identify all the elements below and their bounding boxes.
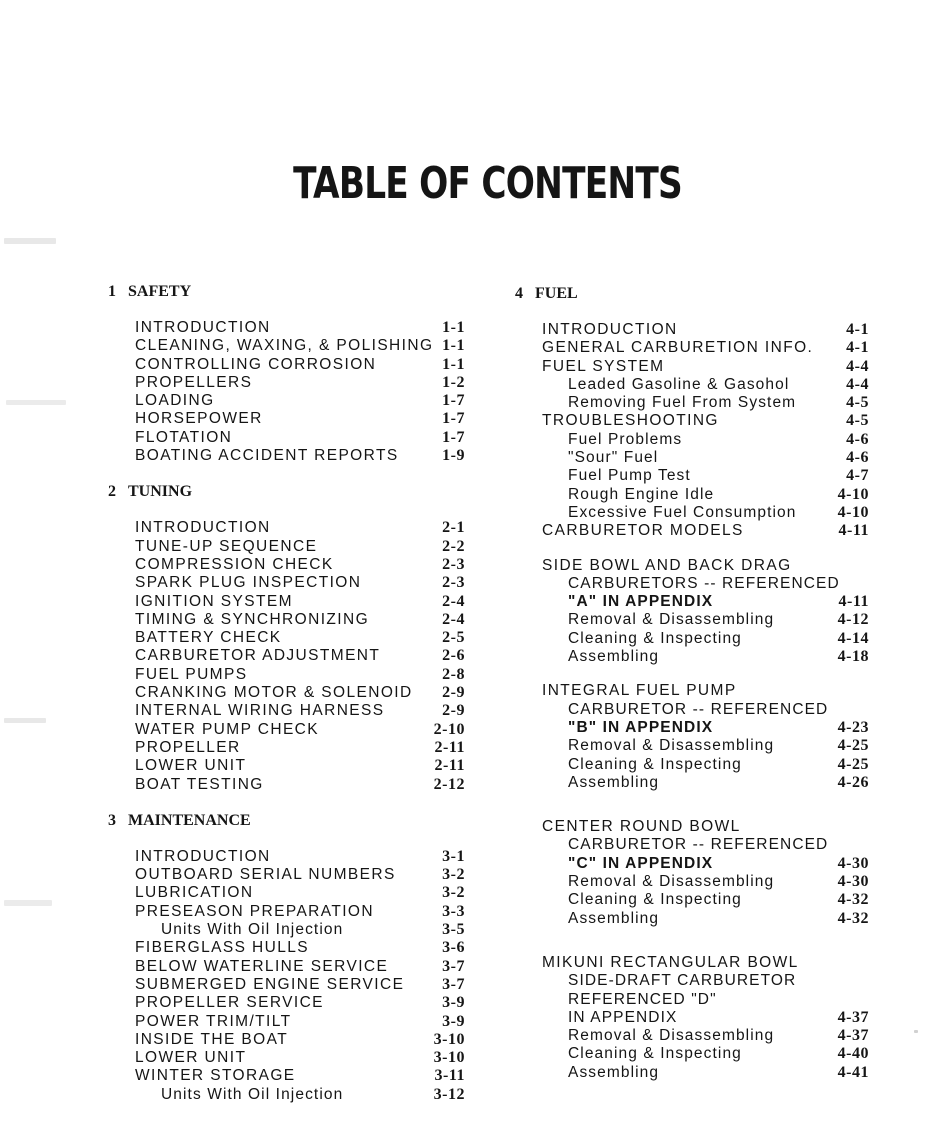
entry-page-number: 4-1 xyxy=(846,339,869,357)
toc-entry[interactable] xyxy=(515,910,875,928)
entry-page-number: 1-7 xyxy=(442,428,465,446)
toc-entry[interactable] xyxy=(108,611,468,629)
toc-entry[interactable] xyxy=(108,629,468,647)
toc-entry[interactable] xyxy=(515,836,875,854)
entry-page-number: 1-1 xyxy=(442,337,465,355)
toc-entry[interactable] xyxy=(108,939,468,957)
entry-page-number: 2-3 xyxy=(442,574,465,592)
toc-entry[interactable] xyxy=(108,866,468,884)
entry-title: INTRODUCTION xyxy=(135,519,271,537)
entry-page-number: 4-25 xyxy=(837,755,869,773)
section-name: MAINTENANCE xyxy=(128,811,251,829)
toc-entry[interactable] xyxy=(108,958,468,976)
entry-page-number: 4-18 xyxy=(837,648,869,666)
entry-page-number: 3-1 xyxy=(442,847,465,865)
toc-entry[interactable] xyxy=(108,538,468,556)
entry-page-number: 3-12 xyxy=(433,1085,465,1103)
entry-page-number: 1-2 xyxy=(442,373,465,391)
entry-title: Units With Oil Injection xyxy=(161,921,344,939)
toc-entry[interactable] xyxy=(108,903,468,921)
toc-entry[interactable] xyxy=(108,921,468,939)
toc-entry[interactable] xyxy=(515,593,875,611)
entry-page-number: 3-2 xyxy=(442,884,465,902)
entry-page-number: 4-32 xyxy=(837,909,869,927)
entry-page-number: 4-10 xyxy=(837,485,869,503)
toc-entry[interactable] xyxy=(515,358,875,376)
toc-entry[interactable] xyxy=(108,447,468,465)
entry-title: Rough Engine Idle xyxy=(568,485,715,503)
toc-entry[interactable] xyxy=(108,593,468,611)
entry-title: CONTROLLING CORROSION xyxy=(135,355,377,373)
entry-page-number: 4-10 xyxy=(837,503,869,521)
toc-entry[interactable] xyxy=(515,611,875,629)
section-heading[interactable] xyxy=(515,285,875,303)
entry-title: Units With Oil Injection xyxy=(161,1085,344,1103)
entry-page-number: 4-30 xyxy=(837,854,869,872)
entry-page-number: 1-1 xyxy=(442,355,465,373)
entry-title: LOADING xyxy=(135,392,215,410)
toc-entry[interactable] xyxy=(515,873,875,891)
entry-title: CLEANING, WAXING, & POLISHING xyxy=(135,337,434,355)
toc-entry[interactable] xyxy=(515,522,875,540)
entry-title: TUNE-UP SEQUENCE xyxy=(135,537,318,555)
entry-page-number: 1-9 xyxy=(442,447,465,465)
entry-title: POWER TRIM/TILT xyxy=(135,1012,292,1030)
toc-entry[interactable] xyxy=(108,1067,468,1085)
entry-title: Removing Fuel From System xyxy=(568,394,797,412)
toc-entry[interactable] xyxy=(515,557,875,575)
entry-title: INTRODUCTION xyxy=(542,321,678,338)
entry-title: PROPELLERS xyxy=(135,373,253,391)
section-name: TUNING xyxy=(128,483,193,501)
toc-entry[interactable] xyxy=(515,756,875,774)
entry-title: LUBRICATION xyxy=(135,884,254,902)
toc-entry[interactable] xyxy=(515,682,875,700)
toc-entry[interactable] xyxy=(108,994,468,1012)
entry-title: "A" IN APPENDIX xyxy=(568,593,714,611)
entry-title: SPARK PLUG INSPECTION xyxy=(135,574,362,592)
entry-page-number: 3-7 xyxy=(442,957,465,975)
entry-page-number: 3-6 xyxy=(442,939,465,957)
toc-entry[interactable] xyxy=(108,684,468,702)
entry-page-number: 1-7 xyxy=(442,410,465,428)
entry-page-number: 2-9 xyxy=(442,702,465,720)
entry-title: Assembling xyxy=(568,909,660,927)
toc-entry[interactable] xyxy=(108,776,468,794)
toc-entry[interactable] xyxy=(108,647,468,665)
toc-entry[interactable] xyxy=(108,1086,468,1104)
toc-entry[interactable] xyxy=(108,556,468,574)
toc-entry[interactable] xyxy=(515,991,875,1009)
entry-title: WATER PUMP CHECK xyxy=(135,720,320,738)
entry-title: FLOTATION xyxy=(135,428,233,446)
entry-page-number: 3-7 xyxy=(442,975,465,993)
toc-entry[interactable] xyxy=(108,884,468,902)
toc-entry[interactable] xyxy=(108,976,468,994)
entry-title: IN APPENDIX xyxy=(568,1008,678,1026)
fuel-block-4 xyxy=(515,818,875,928)
entry-title: CARBURETOR -- REFERENCED xyxy=(568,700,829,718)
toc-entry[interactable] xyxy=(108,429,468,447)
entry-title: Cleaning & Inspecting xyxy=(568,629,742,647)
entry-page-number: 2-3 xyxy=(442,555,465,573)
toc-entry[interactable] xyxy=(108,574,468,592)
entry-title: Fuel Problems xyxy=(568,430,683,448)
entry-page-number: 2-10 xyxy=(433,720,465,738)
entry-title: GENERAL CARBURETION INFO. xyxy=(542,339,814,357)
toc-section-maintenance xyxy=(108,812,468,1104)
entry-page-number: 4-23 xyxy=(837,718,869,736)
toc-entry[interactable] xyxy=(515,1027,875,1045)
fuel-block-1 xyxy=(515,321,875,541)
entry-page-number: 1-7 xyxy=(442,392,465,410)
entry-page-number: 1-1 xyxy=(442,319,465,336)
toc-entry[interactable] xyxy=(515,855,875,873)
entry-title: TROUBLESHOOTING xyxy=(542,412,719,430)
fuel-block-2 xyxy=(515,557,875,667)
entry-title: "C" IN APPENDIX xyxy=(568,854,714,872)
entry-title: Removal & Disassembling xyxy=(568,737,775,755)
entry-title: Cleaning & Inspecting xyxy=(568,1045,742,1063)
section-name: SAFETY xyxy=(128,283,192,300)
toc-entry[interactable] xyxy=(515,449,875,467)
toc-entry[interactable] xyxy=(108,356,468,374)
entry-title: SIDE-DRAFT CARBURETOR xyxy=(568,972,797,990)
entry-page-number: 3-5 xyxy=(442,921,465,939)
entry-page-number: 4-7 xyxy=(846,467,869,485)
entry-title: CARBURETOR MODELS xyxy=(542,522,744,540)
entry-title: SIDE BOWL AND BACK DRAG xyxy=(542,556,792,574)
entry-title: CARBURETORS -- REFERENCED xyxy=(568,574,840,592)
entry-page-number: 4-4 xyxy=(846,357,869,375)
toc-left-column xyxy=(108,283,468,1104)
entry-title: Assembling xyxy=(568,773,660,791)
toc-entry[interactable] xyxy=(515,575,875,593)
entry-page-number: 4-14 xyxy=(837,629,869,647)
section-number: 2 xyxy=(108,483,116,501)
toc-entry[interactable] xyxy=(515,394,875,412)
section-number: 4 xyxy=(515,285,523,302)
entry-title: CENTER ROUND BOWL xyxy=(542,818,741,836)
fuel-block-3 xyxy=(515,682,875,792)
toc-entry[interactable] xyxy=(108,1049,468,1067)
entry-title: Cleaning & Inspecting xyxy=(568,891,742,909)
toc-entry[interactable] xyxy=(515,954,875,972)
entry-page-number: 2-1 xyxy=(442,519,465,537)
entry-title: LOWER UNIT xyxy=(135,1049,247,1067)
entry-title: INTERNAL WIRING HARNESS xyxy=(135,702,385,720)
toc-entry[interactable] xyxy=(515,630,875,648)
toc-entry[interactable] xyxy=(515,774,875,792)
entry-page-number: 4-12 xyxy=(837,611,869,629)
fuel-block-5 xyxy=(515,954,875,1082)
entry-page-number: 4-32 xyxy=(837,891,869,909)
toc-entry[interactable] xyxy=(108,410,468,428)
entry-title: Cleaning & Inspecting xyxy=(568,755,742,773)
toc-entry[interactable] xyxy=(515,467,875,485)
toc-entry[interactable] xyxy=(515,486,875,504)
toc-entry[interactable] xyxy=(515,339,875,357)
toc-entry[interactable] xyxy=(108,702,468,720)
entry-page-number: 2-4 xyxy=(442,610,465,628)
entry-title: INTEGRAL FUEL PUMP xyxy=(542,682,737,700)
entry-page-number: 4-6 xyxy=(846,449,869,467)
entry-page-number: 2-11 xyxy=(434,738,465,756)
entry-page-number: 2-6 xyxy=(442,647,465,665)
entry-title: HORSEPOWER xyxy=(135,410,263,428)
entry-title: Removal & Disassembling xyxy=(568,1027,775,1045)
section-number: 3 xyxy=(108,811,116,829)
toc-entry[interactable] xyxy=(108,1031,468,1049)
entry-title: MIKUNI RECTANGULAR BOWL xyxy=(542,953,799,971)
entry-title: BELOW WATERLINE SERVICE xyxy=(135,957,389,975)
entry-title: IGNITION SYSTEM xyxy=(135,592,293,610)
toc-entry[interactable] xyxy=(108,519,468,537)
toc-section-fuel xyxy=(515,285,875,1082)
entry-page-number: 3-2 xyxy=(442,866,465,884)
toc-entry[interactable] xyxy=(515,504,875,522)
entry-page-number: 4-37 xyxy=(837,1027,869,1045)
entry-title: "B" IN APPENDIX xyxy=(568,718,714,736)
entry-page-number: 3-10 xyxy=(433,1030,465,1048)
entry-page-number: 3-11 xyxy=(434,1067,465,1085)
toc-entry[interactable] xyxy=(515,737,875,755)
toc-entry[interactable] xyxy=(515,321,875,339)
entry-title: INTRODUCTION xyxy=(135,847,271,865)
entry-title: TIMING & SYNCHRONIZING xyxy=(135,610,370,628)
toc-entry[interactable] xyxy=(108,374,468,392)
entry-page-number: 2-9 xyxy=(442,684,465,702)
section-heading[interactable] xyxy=(108,283,468,301)
entry-title: Leaded Gasoline & Gasohol xyxy=(568,375,790,393)
entry-page-number: 4-26 xyxy=(837,773,869,791)
entry-title: Removal & Disassembling xyxy=(568,873,775,891)
entry-title: Excessive Fuel Consumption xyxy=(568,503,797,521)
toc-section-tuning xyxy=(108,483,468,793)
toc-entry[interactable] xyxy=(515,431,875,449)
toc-entry[interactable] xyxy=(108,848,468,866)
toc-entry[interactable] xyxy=(108,739,468,757)
toc-section-safety xyxy=(108,283,468,465)
section-heading[interactable] xyxy=(108,483,468,501)
entry-page-number: 2-12 xyxy=(433,775,465,793)
entry-page-number: 2-11 xyxy=(434,757,465,775)
entry-page-number: 4-41 xyxy=(837,1063,869,1081)
entry-title: SUBMERGED ENGINE SERVICE xyxy=(135,975,405,993)
toc-entry[interactable] xyxy=(108,337,468,355)
entry-title: PROPELLER xyxy=(135,738,241,756)
toc-entry[interactable] xyxy=(515,1009,875,1027)
section-heading[interactable] xyxy=(108,812,468,830)
toc-entry[interactable] xyxy=(515,412,875,430)
entry-title: PROPELLER SERVICE xyxy=(135,994,324,1012)
entry-title: Removal & Disassembling xyxy=(568,611,775,629)
entry-page-number: 4-37 xyxy=(837,1008,869,1026)
section-number: 1 xyxy=(108,283,116,300)
toc-entry[interactable] xyxy=(515,376,875,394)
entry-page-number: 4-5 xyxy=(846,394,869,412)
entry-page-number: 3-10 xyxy=(433,1049,465,1067)
toc-entry[interactable] xyxy=(515,648,875,666)
entry-page-number: 2-5 xyxy=(442,629,465,647)
entry-page-number: 4-25 xyxy=(837,737,869,755)
entry-page-number: 4-6 xyxy=(846,430,869,448)
entry-page-number: 4-4 xyxy=(846,375,869,393)
toc-entry[interactable] xyxy=(515,1064,875,1082)
toc-entry[interactable] xyxy=(108,1013,468,1031)
entry-page-number: 4-5 xyxy=(846,412,869,430)
entry-title: BATTERY CHECK xyxy=(135,629,282,647)
entry-title: CRANKING MOTOR & SOLENOID xyxy=(135,684,413,702)
toc-right-column xyxy=(515,285,875,1082)
entry-title: CARBURETOR -- REFERENCED xyxy=(568,836,829,854)
entry-page-number: 4-40 xyxy=(837,1045,869,1063)
entry-title: FIBERGLASS HULLS xyxy=(135,939,310,957)
toc-entry[interactable] xyxy=(515,972,875,990)
entry-title: FUEL PUMPS xyxy=(135,665,248,683)
toc-entry[interactable] xyxy=(515,701,875,719)
entry-title: WINTER STORAGE xyxy=(135,1067,296,1085)
entry-title: BOATING ACCIDENT REPORTS xyxy=(135,447,399,465)
toc-entry[interactable] xyxy=(108,392,468,410)
entry-page-number: 4-30 xyxy=(837,873,869,891)
page-title: TABLE OF CONTENTS xyxy=(293,158,682,209)
entry-title: Assembling xyxy=(568,648,660,666)
toc-entry[interactable] xyxy=(108,319,468,337)
toc-entry[interactable] xyxy=(515,818,875,836)
entry-title: COMPRESSION CHECK xyxy=(135,555,334,573)
entry-title: PRESEASON PREPARATION xyxy=(135,902,374,920)
entry-page-number: 2-4 xyxy=(442,592,465,610)
toc-entry[interactable] xyxy=(108,721,468,739)
entry-title: OUTBOARD SERIAL NUMBERS xyxy=(135,866,396,884)
entry-page-number: 4-1 xyxy=(846,321,869,338)
entry-title: "Sour" Fuel xyxy=(568,449,659,467)
toc-entry[interactable] xyxy=(108,666,468,684)
entry-page-number: 4-11 xyxy=(838,522,869,540)
section-name: FUEL xyxy=(535,285,578,302)
entry-page-number: 3-9 xyxy=(442,994,465,1012)
toc-entry[interactable] xyxy=(515,1045,875,1063)
entry-title: REFERENCED "D" xyxy=(568,990,717,1008)
toc-entry[interactable] xyxy=(108,757,468,775)
entry-title: FUEL SYSTEM xyxy=(542,357,665,375)
entry-page-number: 2-2 xyxy=(442,537,465,555)
entry-page-number: 2-8 xyxy=(442,665,465,683)
entry-page-number: 4-11 xyxy=(838,593,869,611)
toc-entry[interactable] xyxy=(515,891,875,909)
entry-page-number: 3-3 xyxy=(442,902,465,920)
entry-page-number: 3-9 xyxy=(442,1012,465,1030)
entry-title: LOWER UNIT xyxy=(135,757,247,775)
entry-title: INSIDE THE BOAT xyxy=(135,1030,289,1048)
entry-title: BOAT TESTING xyxy=(135,775,264,793)
entry-title: INTRODUCTION xyxy=(135,319,271,336)
entry-title: Fuel Pump Test xyxy=(568,467,691,485)
entry-title: CARBURETOR ADJUSTMENT xyxy=(135,647,381,665)
toc-entry[interactable] xyxy=(515,719,875,737)
entry-title: Assembling xyxy=(568,1063,660,1081)
